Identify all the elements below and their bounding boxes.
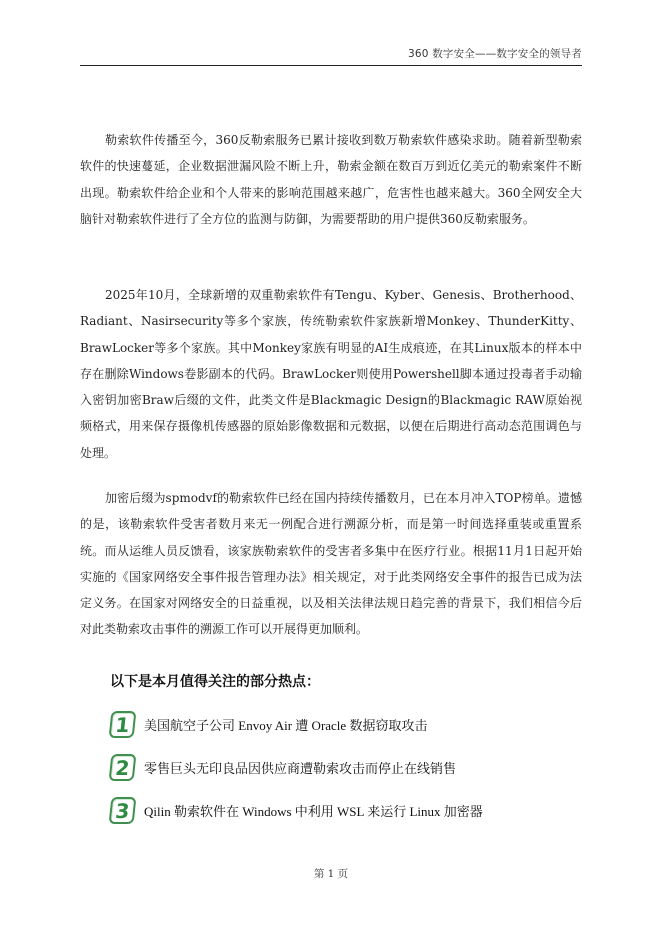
- hotspot-number: 3: [114, 798, 131, 822]
- hotspot-item: [110, 752, 456, 782]
- hotspot-text: 零售巨头无印良品因供应商遭勒索攻击而停止在线销售: [144, 760, 457, 776]
- hotspot-text: Qilin 勒索软件在 Windows 中利用 WSL 来运行 Linux 加密器: [144, 803, 483, 819]
- header-divider: [80, 65, 582, 66]
- page-number: 第 1 页: [313, 868, 349, 880]
- hotspot-item: [110, 795, 483, 825]
- body-paragraph-3: 加密后缀为spmodvf的勒索软件已经在国内持续传播数月，已在本月冲入TOP榜单。遗憾的是，该勒索软件受害者数月来无一例配合进行溯源分析，而是第一时间选择重装或重置系统。而从运维人员反馈看，该家族勒索软件的受害者多集中在医疗行业。根据11月1日起开始实施的《国家网络安全事件报告管理办法》相关规定，对于此类网络安全事件的报告已成为法定义务。在国家对网络安全的日益重视，以及相关法律法规日趋完善的背景下，我们相信今后对此类勒索攻击事件的溯源工作可以开展得更加顺利。: [80, 491, 582, 637]
- hotspots-title: 以下是本月值得关注的部分热点：: [110, 674, 320, 690]
- number-badge-icon: [109, 711, 137, 738]
- header-title: 360 数字安全——数字安全的领导者: [408, 48, 582, 60]
- body-paragraph-2: 2025年10月，全球新增的双重勒索软件有Tengu、Kyber、Genesis、Brotherhood、Radiant、Nasirsecurity等多个家族，传统勒索软件家族新增Monkey、ThunderKitty、BrawLocker等多个家族。其中Monkey家族有明显的AI生成痕迹，在其Linux版本的样本中存在删除Windows卷影副本的代码。BrawLocker则使用Powershell脚本通过投毒者手动输入密钥加密Braw后缀的文件，此类文件是Blackmagic Design的Blackmagic RAW原始视频格式，用来保存摄像机传感器的原始影像数据和元数据，以便在后期进行高动态范围调色与处理。: [80, 288, 582, 460]
- hotspot-number: 1: [114, 712, 131, 736]
- number-badge-icon: [109, 797, 137, 824]
- hotspot-item: [110, 709, 427, 739]
- number-badge-icon: [109, 754, 137, 781]
- hotspot-number: 2: [114, 755, 131, 779]
- hotspot-text: 美国航空子公司 Envoy Air 遭 Oracle 数据窃取攻击: [144, 717, 428, 733]
- body-paragraph-1: 勒索软件传播至今，360反勒索服务已累计接收到数万勒索软件感染求助。随着新型勒索软件的快速蔓延，企业数据泄漏风险不断上升，勒索金额在数百万到近亿美元的勒索案件不断出现。勒索软件给企业和个人带来的影响范围越来越广，危害性也越来越大。360全网安全大脑针对勒索软件进行了全方位的监测与防御，为需要帮助的用户提供360反勒索服务。: [80, 133, 582, 226]
